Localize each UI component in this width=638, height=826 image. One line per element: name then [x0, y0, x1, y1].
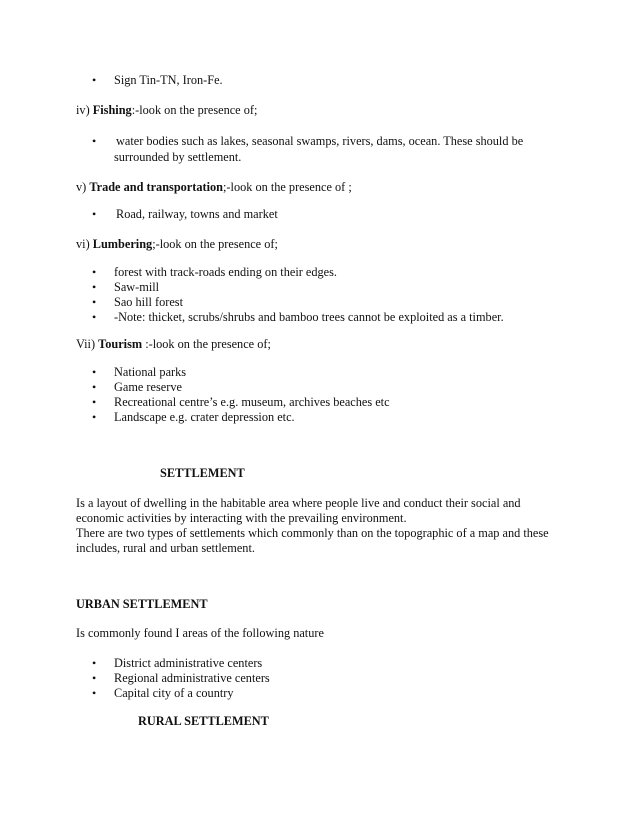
list-item-text: Capital city of a country: [114, 686, 234, 700]
section-number: Vii): [76, 337, 96, 351]
section-rest: :-look on the presence of;: [131, 103, 258, 117]
bullet-icon: •: [92, 310, 97, 324]
bullet-icon: •: [92, 671, 97, 685]
section-rest: ;-look on the presence of ;: [223, 180, 352, 194]
bullet-icon: •: [92, 365, 97, 379]
section-title: Fishing: [92, 103, 132, 117]
list-item-text: District administrative centers: [114, 656, 263, 670]
section-title: Trade and transportation: [89, 180, 224, 194]
list-item-text: Sign Tin-TN, Iron-Fe.: [114, 73, 223, 87]
section-heading-tourism: [76, 337, 271, 352]
paragraph-line: includes, rural and urban settlement.: [76, 541, 255, 555]
heading-rural-settlement: RURAL SETTLEMENT: [138, 714, 269, 728]
paragraph-line: Is commonly found I areas of the following nature: [76, 626, 324, 640]
bullet-icon: •: [92, 295, 97, 309]
list-item-text: Regional administrative centers: [114, 671, 270, 685]
bullet-icon: •: [92, 265, 97, 279]
section-title: Lumbering: [92, 237, 153, 251]
bullet-icon: •: [92, 380, 97, 394]
list-item-text: water bodies such as lakes, seasonal swamps, rivers, dams, ocean. These should be: [116, 134, 524, 148]
bullet-icon: •: [92, 686, 97, 700]
bullet-icon: •: [92, 395, 97, 409]
paragraph-line: There are two types of settlements which commonly than on the topographic of a map and these: [76, 526, 549, 540]
list-item-text: Road, railway, towns and market: [116, 207, 278, 221]
bullet-icon: •: [92, 410, 97, 424]
heading-settlement: SETTLEMENT: [160, 466, 245, 480]
list-item-text: Landscape e.g. crater depression etc.: [114, 410, 295, 424]
paragraph-line: Is a layout of dwelling in the habitable area where people live and conduct their social and: [76, 496, 521, 510]
section-number: iv): [76, 103, 90, 117]
section-heading-trade: [76, 180, 352, 195]
bullet-icon: •: [92, 134, 97, 148]
section-heading-lumbering: [76, 237, 278, 252]
section-number: v): [76, 180, 87, 194]
bullet-icon: •: [92, 207, 97, 221]
section-title: Tourism: [98, 337, 143, 351]
list-item-text: Saw-mill: [114, 280, 160, 294]
list-item-text: -Note: thicket, scrubs/shrubs and bamboo trees cannot be exploited as a timber.: [114, 310, 504, 324]
section-number: vi): [76, 237, 90, 251]
list-item-text: Sao hill forest: [114, 295, 183, 309]
bullet-icon: •: [92, 73, 97, 87]
section-rest: :-look on the presence of;: [142, 337, 271, 351]
list-item-text: Recreational centre’s e.g. museum, archives beaches etc: [114, 395, 390, 409]
list-item-continuation: surrounded by settlement.: [114, 150, 242, 164]
bullet-icon: •: [92, 280, 97, 294]
paragraph-line: economic activities by interacting with the prevailing environment.: [76, 511, 407, 525]
section-rest: ;-look on the presence of;: [152, 237, 278, 251]
list-item-text: National parks: [114, 365, 187, 379]
list-item-text: Game reserve: [114, 380, 182, 394]
list-item-text: forest with track-roads ending on their edges.: [114, 265, 337, 279]
heading-urban-settlement: URBAN SETTLEMENT: [76, 597, 208, 611]
section-heading-fishing: [76, 103, 257, 118]
bullet-icon: •: [92, 656, 97, 670]
